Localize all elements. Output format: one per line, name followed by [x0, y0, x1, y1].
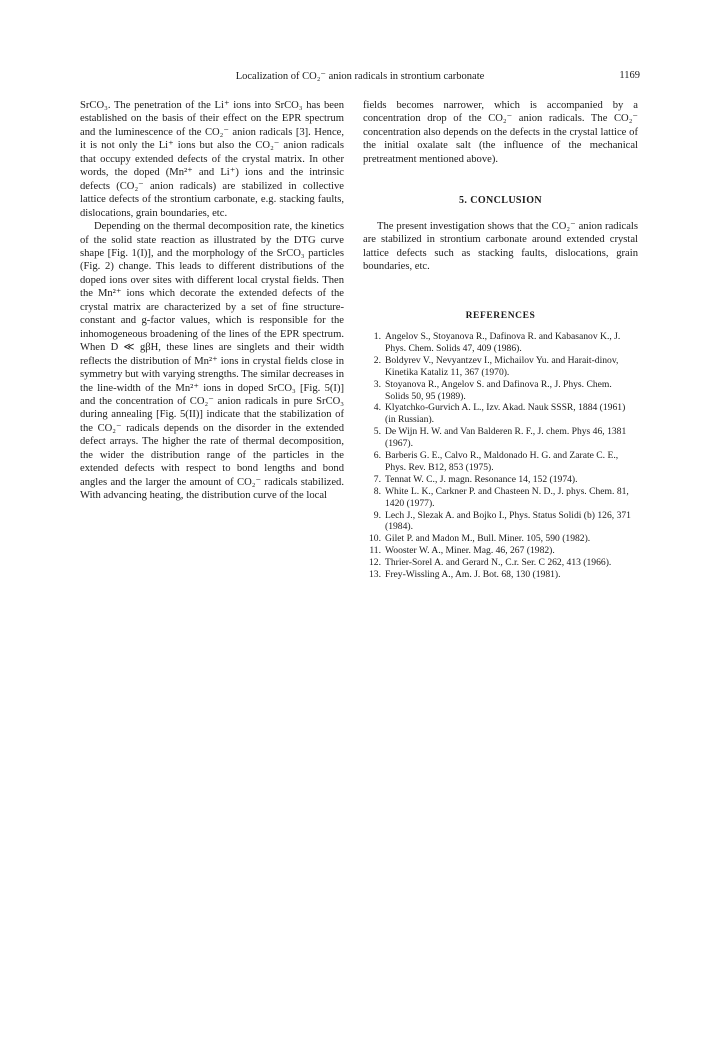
left-column — [80, 99, 344, 503]
body-paragraph-continuation: fields becomes narrower, which is accompanied by a concentration drop of the CO₂⁻ anion radicals. The CO₂⁻ concentration also depends on the defects in the crystal lattice of the initial oxalate salt (the influence of the mechanical pretreatment mentioned above). — [363, 100, 638, 165]
reference-number: 11. — [369, 545, 381, 557]
reference-text: De Wijn H. W. and Van Balderen R. F., J. chem. Phys 46, 1381 (1967). — [385, 426, 627, 450]
reference-item — [363, 331, 638, 355]
reference-number: 1. — [373, 330, 381, 342]
reference-number: 13. — [369, 569, 381, 581]
reference-item — [363, 557, 638, 569]
reference-item — [363, 355, 638, 379]
reference-number: 7. — [373, 473, 381, 485]
reference-text: Boldyrev V., Nevyantzev I., Michailov Yu. and Harait-dinov, Kinetika Kataliz 11, 367 (1970). — [385, 354, 619, 378]
reference-item — [363, 533, 638, 545]
reference-item — [363, 569, 638, 581]
reference-number: 9. — [373, 509, 381, 521]
reference-number: 10. — [369, 533, 381, 545]
references-heading: REFERENCES — [465, 310, 536, 321]
reference-number: 2. — [373, 354, 381, 366]
reference-number: 5. — [373, 426, 381, 438]
reference-item — [363, 402, 638, 426]
running-title: Localization of CO₂⁻ anion radicals in strontium carbonate — [235, 71, 485, 82]
conclusion-paragraph: The present investigation shows that the CO₂⁻ anion radicals are stabilized in strontium carbonate around extended crystal lattice defects such as stacking faults, dislocations, grain boundaries, etc. — [363, 220, 638, 273]
body-paragraph: SrCO₃. The penetration of the Li⁺ ions into SrCO₃ has been established on the basis of their effect on the EPR spectrum and the luminescence of the CO₂⁻ anion radicals [3]. Hence, it is not only the Li⁺ ions but also the CO₂⁻ anion radicals that occupy extended defects of the crystal matrix. In other words, the doped (Mn²⁺ and Li⁺) ions and the intrinsic defects (CO₂⁻ anion radicals) are stabilized in collective lattice defects of the strontium carbonate, e.g. stacking faults, dislocations, grain boundaries, etc. — [80, 100, 344, 219]
reference-item — [363, 545, 638, 557]
reference-item — [363, 474, 638, 486]
reference-text: Gilet P. and Madon M., Bull. Miner. 105, 590 (1982). — [385, 533, 591, 545]
reference-number: 8. — [373, 485, 381, 497]
reference-text: Angelov S., Stoyanova R., Dafinova R. and Kabasanov K., J. Phys. Chem. Solids 47, 409 (1986). — [385, 330, 621, 354]
reference-item — [363, 426, 638, 450]
reference-text: Stoyanova R., Angelov S. and Dafinova R., J. Phys. Chem. Solids 50, 95 (1989). — [385, 378, 612, 402]
reference-number: 3. — [373, 378, 381, 390]
reference-number: 12. — [369, 557, 381, 569]
page-number: 1169 — [619, 70, 640, 81]
reference-item — [363, 486, 638, 510]
body-paragraph: Depending on the thermal decomposition rate, the kinetics of the solid state reaction as illustrated by the DTG curve shape [Fig. 1(I)], and the morphology of the SrCO₃ particles (Fig. 2) change. This leads to different distributions of the doped ions over sites with different local crystal fields. Then the Mn²⁺ ions which decorate the extended defects of the crystal matrix are characterized by a set of fine structure-constant and g-factor values, which is responsible for the inhomogeneous broadening of the lines of the EPR spectrum. When D ≪ gβH, these lines are singlets and their width reflects the distribution of Mn²⁺ ions in crystal fields close in symmetry but with varying strengths. The similar decreases in the line-width of the Mn²⁺ ions in doped SrCO₃ [Fig. 5(I)] and the concentration of CO₂⁻ anion radicals in pure SrCO₃ during annealing [Fig. 5(II)] indicate that the stabilization of the CO₂⁻ radicals depends on the disorder in the extended defect arrays. The higher the rate of thermal decomposition, the wider the distribution range of the particles in the extended defects with respect to bond lengths and bond angles and the larger the amount of CO₂⁻ radicals stabilized. With advancing heating, the distribution curve of the local — [80, 221, 344, 502]
reference-item — [363, 450, 638, 474]
reference-number: 6. — [373, 450, 381, 462]
reference-text: Thrier-Sorel A. and Gerard N., C.r. Ser. C 262, 413 (1966). — [385, 557, 612, 569]
page-header — [80, 70, 640, 86]
conclusion-heading: 5. CONCLUSION — [459, 195, 542, 207]
reference-item — [363, 379, 638, 403]
reference-text: Klyatchko-Gurvich A. L., Izv. Akad. Nauk SSSR, 1884 (1961) (in Russian). — [385, 402, 626, 426]
reference-item — [363, 510, 638, 534]
reference-text: Frey-Wissling A., Am. J. Bot. 68, 130 (1981). — [385, 569, 561, 581]
references-list — [363, 331, 638, 581]
reference-text: Lech J., Slezak A. and Bojko I., Phys. Status Solidi (b) 126, 371 (1984). — [385, 509, 631, 533]
reference-text: Tennat W. C., J. magn. Resonance 14, 152 (1974). — [385, 473, 578, 485]
reference-text: White L. K., Carkner P. and Chasteen N. D., J. phys. Chem. 81, 1420 (1977). — [385, 485, 629, 509]
right-column — [363, 99, 638, 581]
reference-number: 4. — [373, 402, 381, 414]
reference-text: Barberis G. E., Calvo R., Maldonado H. G. and Zarate C. E., Phys. Rev. B12, 853 (1975). — [385, 450, 619, 473]
reference-text: Wooster W. A., Miner. Mag. 46, 267 (1982). — [385, 545, 555, 557]
